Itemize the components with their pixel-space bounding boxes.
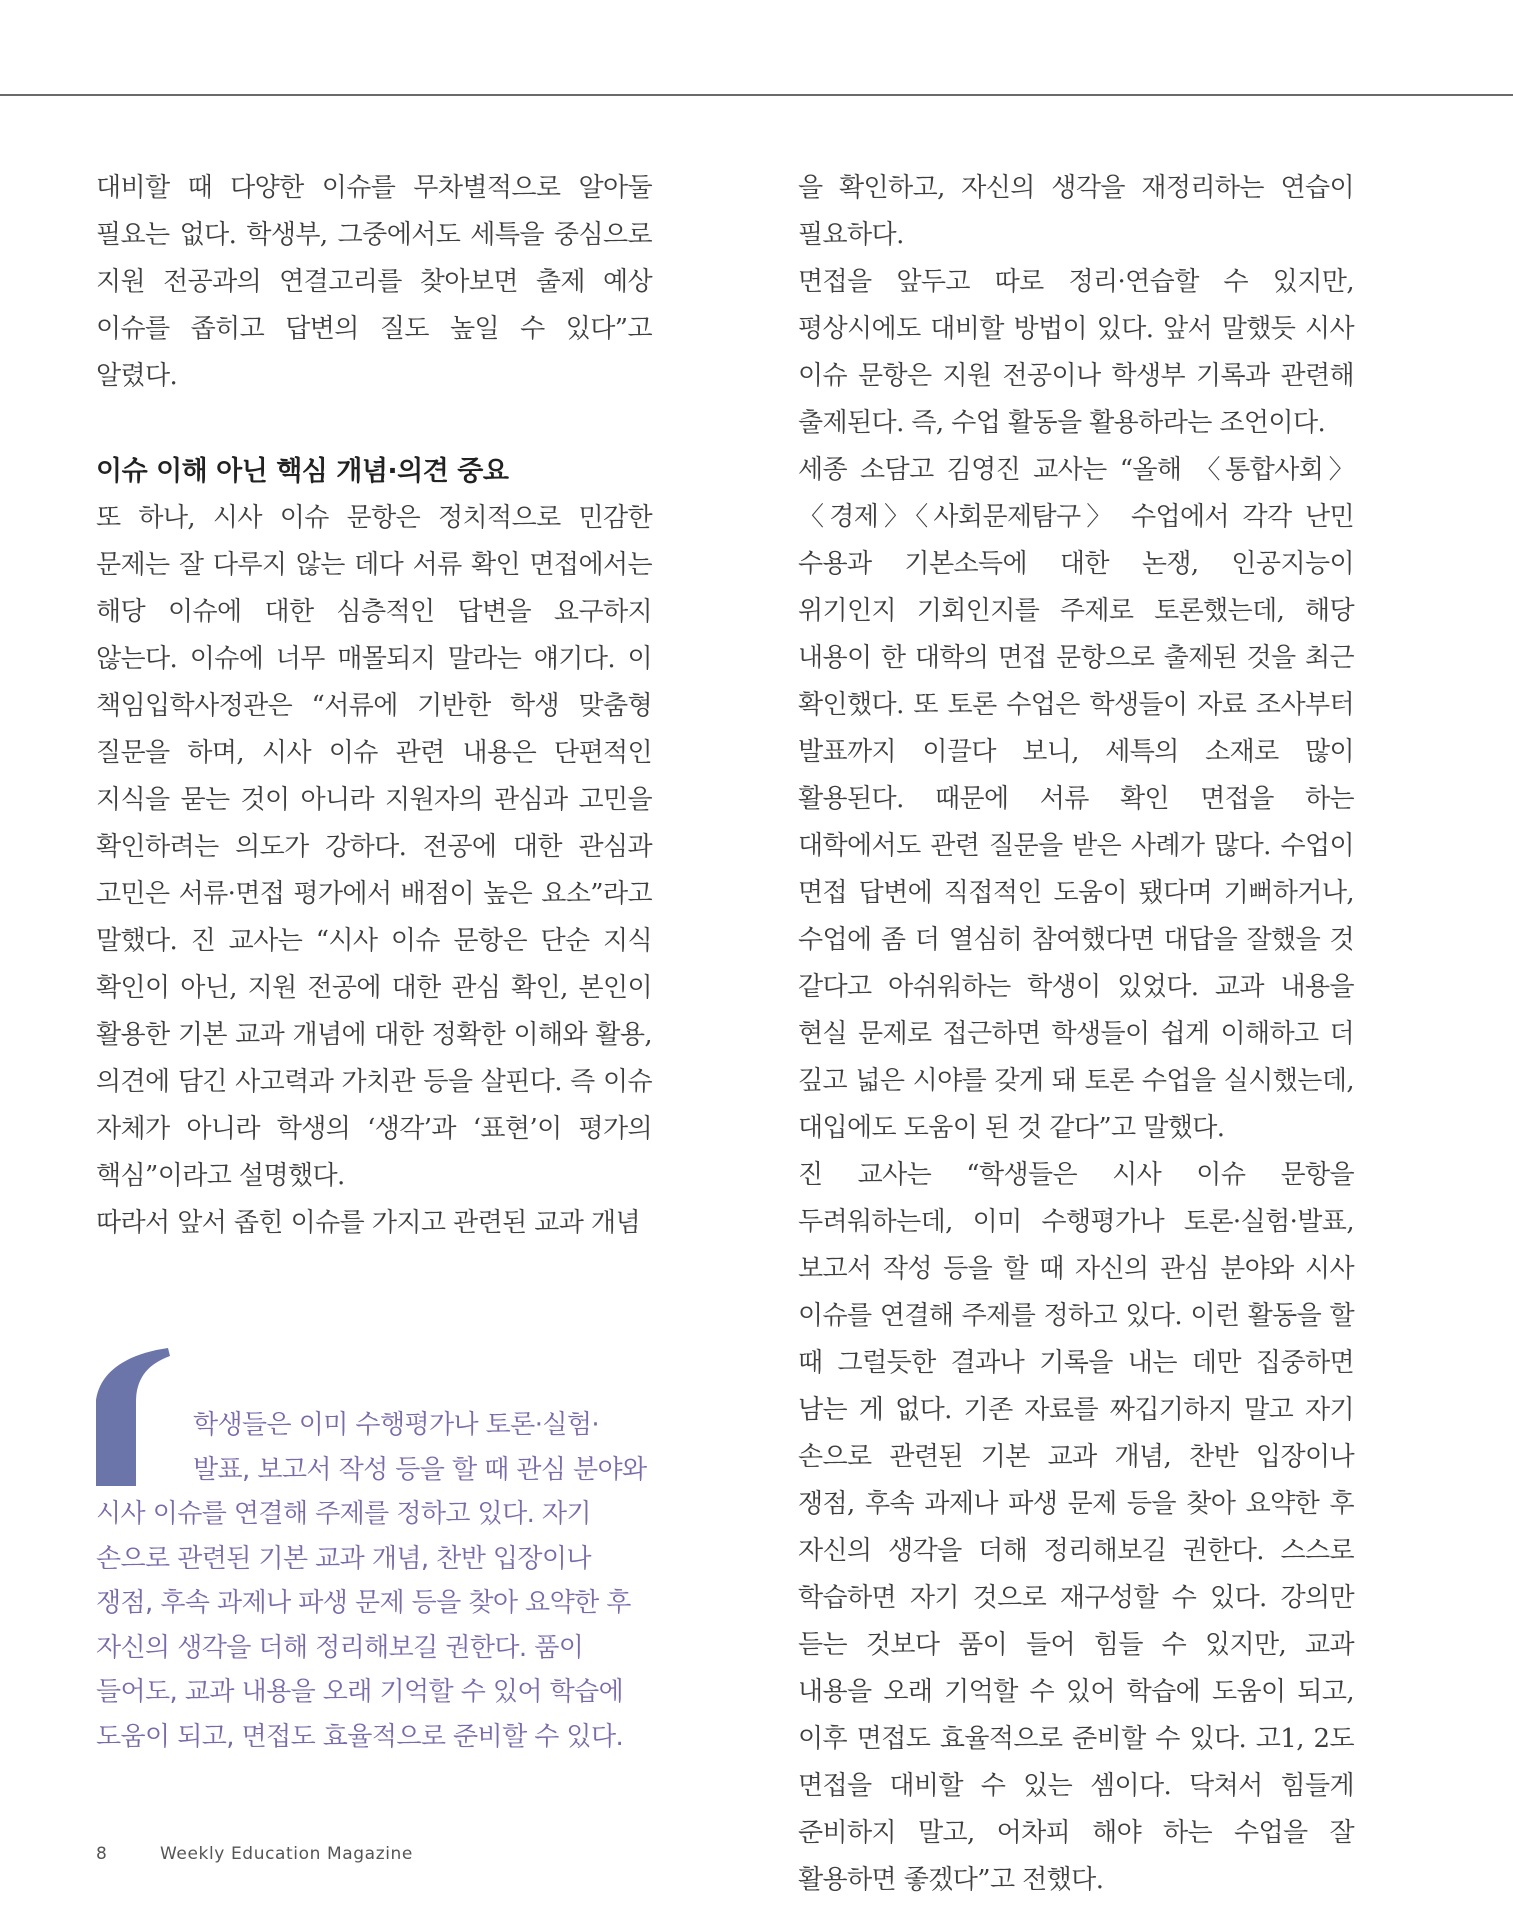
top-divider — [0, 94, 1513, 96]
magazine-name: Weekly Education Magazine — [160, 1844, 413, 1864]
pull-quote-text: 학생들은 이미 수행평가나 토론·실험·발표, 보고서 작성 등을 할 때 관심 분야와 시사 이슈를 연결해 주제를 정하고 있다. 자기 손으로 관련된 기본 교과 개념, 찬반 입장이나 쟁점, 후속 과제나 파생 문제 등을 찾아 요약한 후 자신의 생각을 더해 정리해보길 권한다. 품이 들어도, 교과 내용을 오래 기억할 수 있어 학습에 도움이 되고, 면접도 효율적으로 준비할 수 있다. — [96, 1410, 647, 1752]
section-heading: 이슈 이해 아닌 핵심 개념·의견 중요 — [96, 456, 509, 487]
body-paragraph: 을 확인하고, 자신의 생각을 재정리하는 연습이 필요하다. — [798, 173, 1354, 250]
body-paragraph: 세종 소담고 김영진 교사는 “올해 〈통합사회〉〈경제〉〈사회문제탐구〉 수업에서 각각 난민 수용과 기본소득에 대한 논쟁, 인공지능이 위기인지 기회인지를 주제로 토론했는데, 해당 내용이 한 대학의 면접 문항으로 출제된 것을 최근 확인했다. 또 토론 수업은 학생들이 자료 조사부터 발표까지 이끌다 보니, 세특의 소재로 많이 활용된다. 때문에 서류 확인 면접을 하는 대학에서도 관련 질문을 받은 사례가 많다. 수업이 면접 답변에 직접적인 도움이 됐다며 기뻐하거나, 수업에 좀 더 열심히 참여했다면 대답을 잘했을 것 같다고 아쉬워하는 학생이 있었다. 교과 내용을 현실 문제로 접근하면 학생들이 쉽게 이해하고 더 깊고 넓은 시야를 갖게 돼 토론 수업을 실시했는데, 대입에도 도움이 된 것 같다”고 말했다. — [798, 455, 1354, 1143]
pull-quote — [96, 1348, 652, 1808]
page-number: 8 — [96, 1844, 107, 1864]
left-column — [96, 165, 652, 1247]
body-paragraph: 면접을 앞두고 따로 정리·연습할 수 있지만, 평상시에도 대비할 방법이 있다. 앞서 말했듯 시사 이슈 문항은 지원 전공이나 학생부 기록과 관련해 출제된다. 즉, 수업 활동을 활용하라는 조언이다. — [798, 267, 1354, 438]
body-paragraph: 또 하나, 시사 이슈 문항은 정치적으로 민감한 문제는 잘 다루지 않는 데다 서류 확인 면접에서는 해당 이슈에 대한 심층적인 답변을 요구하지 않는다. 이슈에 너무 매몰되지 말라는 얘기다. 이 책임입학사정관은 “서류에 기반한 학생 맞춤형 질문을 하며, 시사 이슈 관련 내용은 단편적인 지식을 묻는 것이 아니라 지원자의 관심과 고민을 확인하려는 의도가 강하다. 전공에 대한 관심과 고민은 서류·면접 평가에서 배점이 높은 요소”라고 말했다. 진 교사는 “시사 이슈 문항은 단순 지식 확인이 아닌, 지원 전공에 대한 관심 확인, 본인이 활용한 기본 교과 개념에 대한 정확한 이해와 활용, 의견에 담긴 사고력과 가치관 등을 살핀다. 즉 이슈 자체가 아니라 학생의 ‘생각’과 ‘표현’이 평가의 핵심”이라고 설명했다. — [96, 503, 652, 1191]
body-paragraph: 진 교사는 “학생들은 시사 이슈 문항을 두려워하는데, 이미 수행평가나 토론·실험·발표, 보고서 작성 등을 할 때 자신의 관심 분야와 시사 이슈를 연결해 주제를 정하고 있다. 이런 활동을 할 때 그럴듯한 결과나 기록을 내는 데만 집중하면 남는 게 없다. 기존 자료를 짜깁기하지 말고 자기 손으로 관련된 기본 교과 개념, 찬반 입장이나 쟁점, 후속 과제나 파생 문제 등을 찾아 요약한 후 자신의 생각을 더해 정리해보길 권한다. 스스로 학습하면 자기 것으로 재구성할 수 있다. 강의만 듣는 것보다 품이 들어 힘들 수 있지만, 교과 내용을 오래 기억할 수 있어 학습에 도움이 되고, 이후 면접도 효율적으로 준비할 수 있다. 고1, 2도 면접을 대비할 수 있는 셈이다. 닥쳐서 힘들게 준비하지 말고, 어차피 해야 하는 수업을 잘 활용하면 좋겠다”고 전했다. — [798, 1160, 1354, 1895]
right-column — [798, 165, 1354, 1904]
body-paragraph: 따라서 앞서 좁힌 이슈를 가지고 관련된 교과 개념 — [96, 1208, 640, 1238]
intro-paragraph: 대비할 때 다양한 이슈를 무차별적으로 알아둘 필요는 없다. 학생부, 그중에서도 세특을 중심으로 지원 전공과의 연결고리를 찾아보면 출제 예상 이슈를 좁히고 답변의 질도 높일 수 있다”고 알렸다. — [96, 173, 652, 391]
